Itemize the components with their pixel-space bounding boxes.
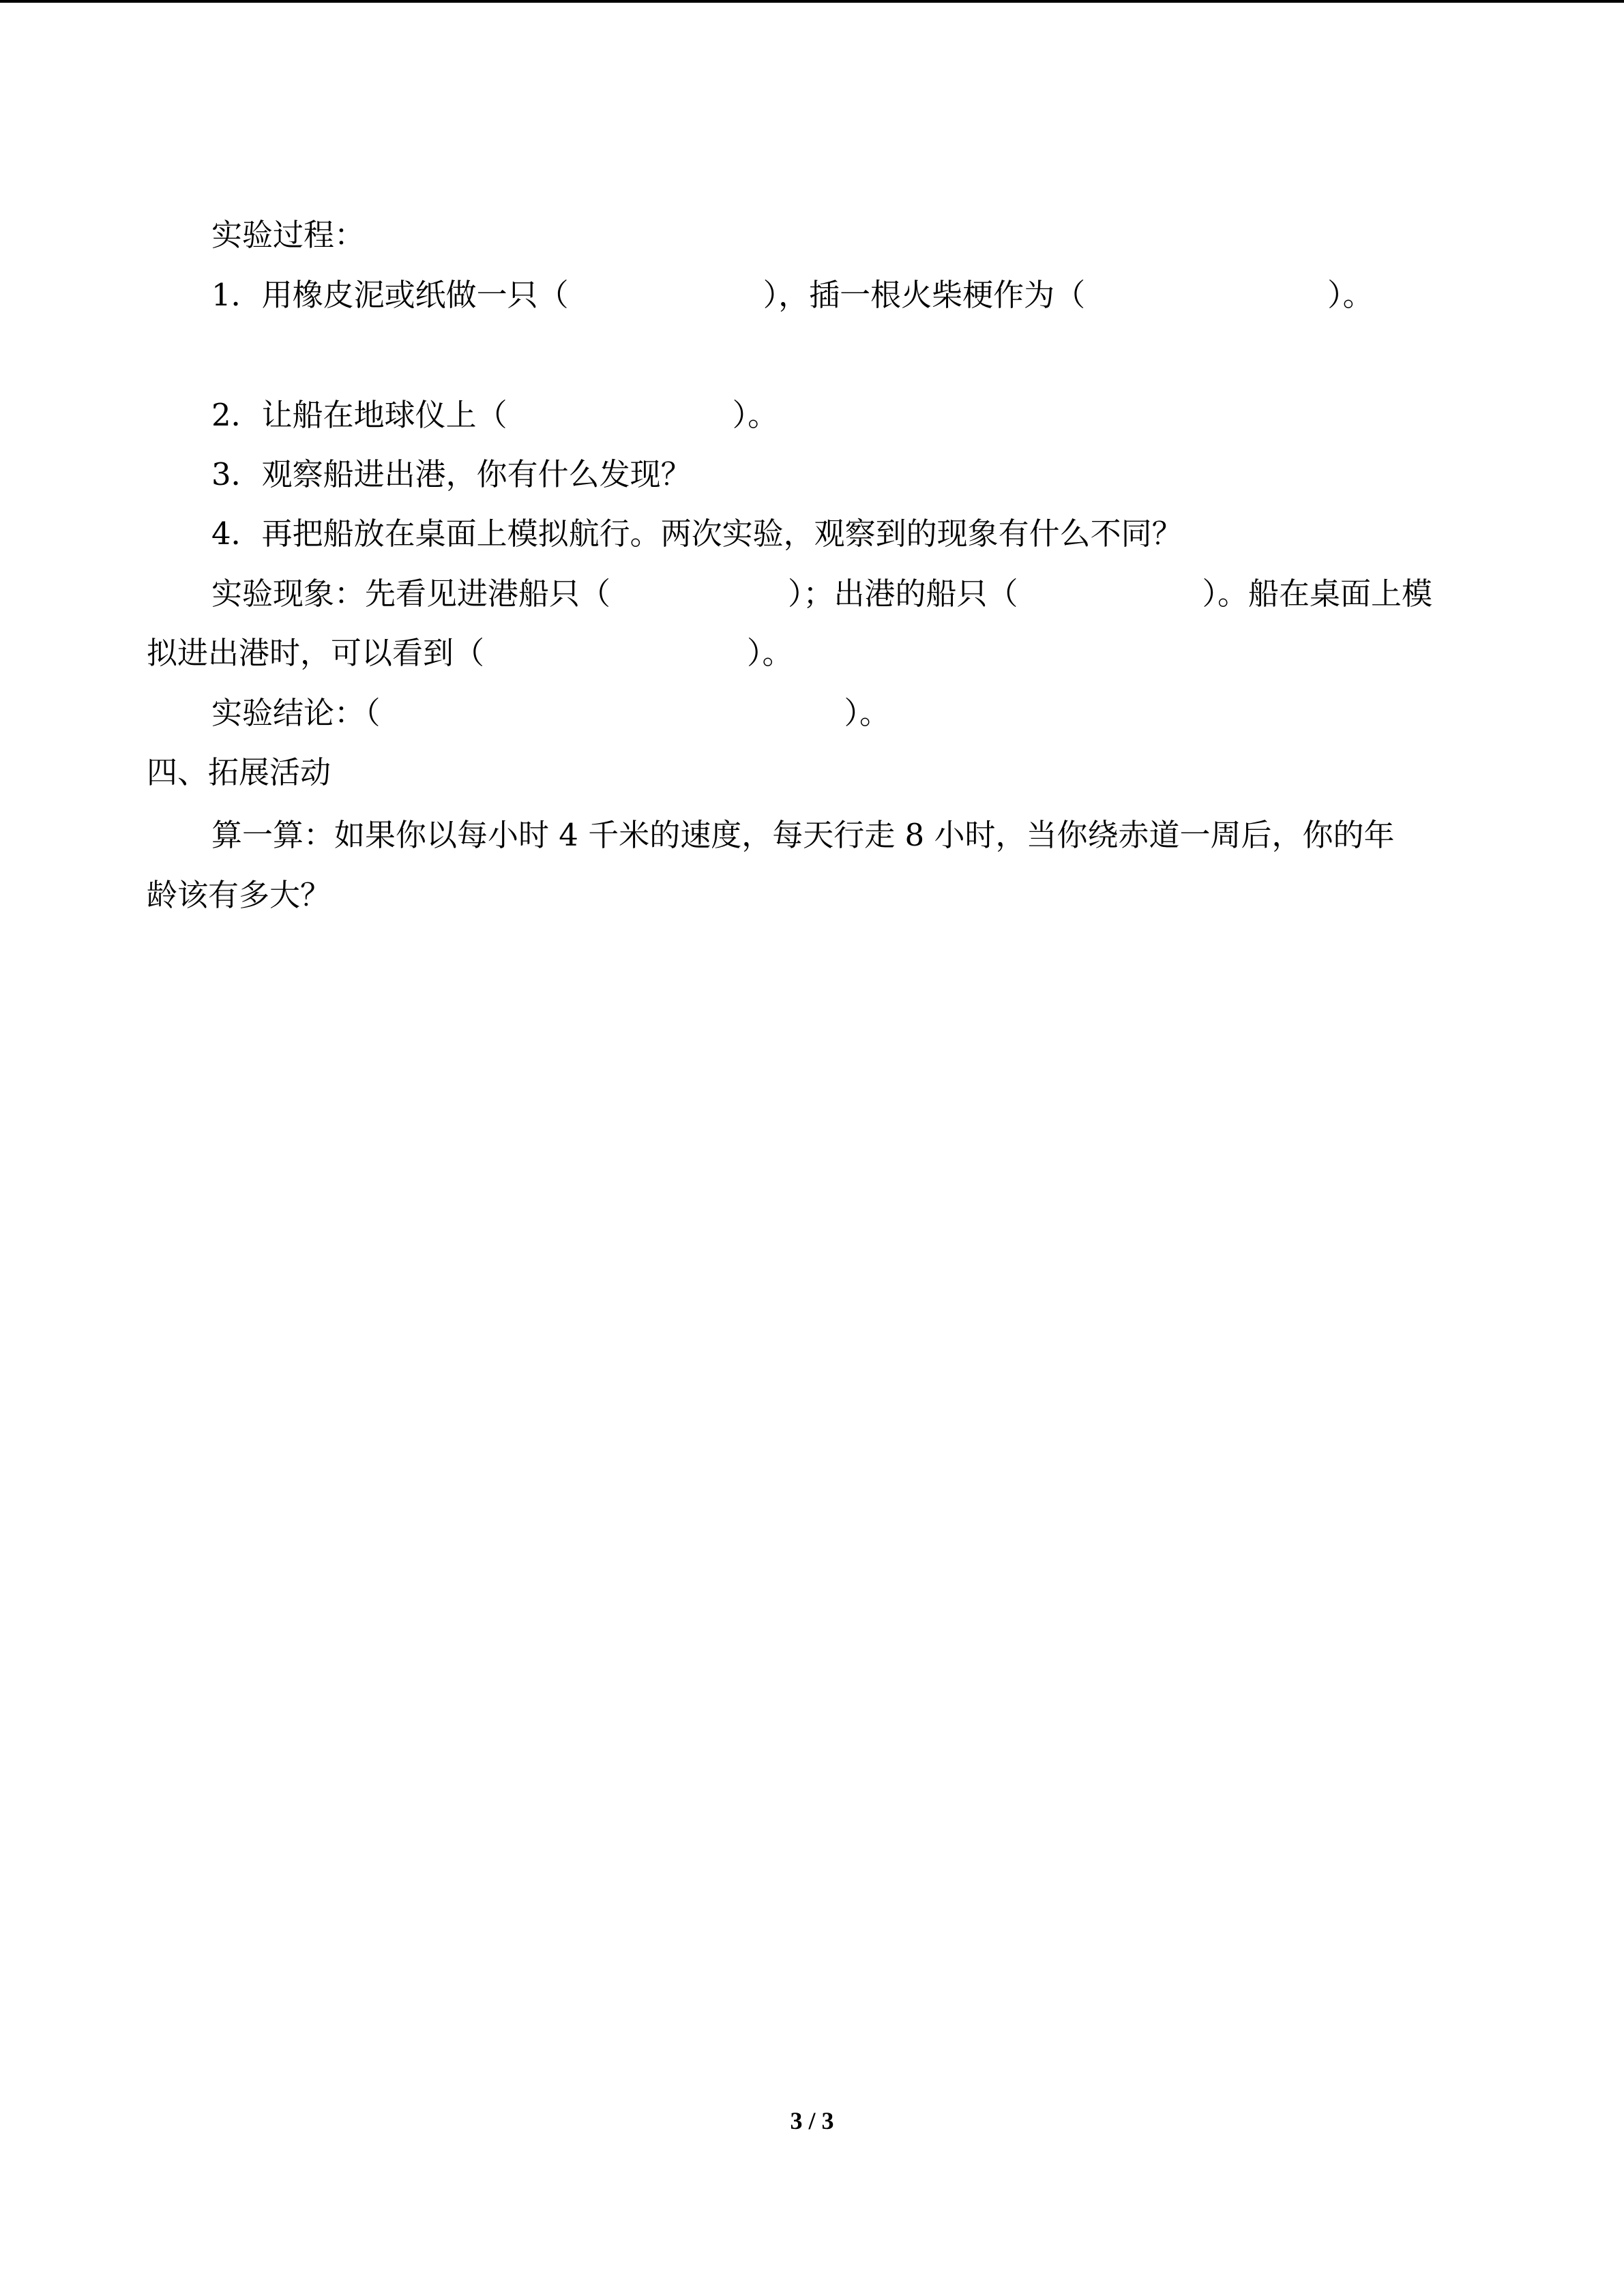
phenomenon-line-1 bbox=[211, 567, 1483, 621]
top-border-rule bbox=[0, 0, 1624, 3]
phenomenon-text-a: 实验现象：先看见进港船只（ bbox=[211, 576, 611, 612]
phenomenon-line-2 bbox=[147, 626, 1483, 681]
page-number: 3 / 3 bbox=[790, 2107, 834, 2134]
step-2-text-a: 2．让船在地球仪上（ bbox=[211, 397, 507, 433]
calc-line-1: 算一算：如果你以每小时 4 千米的速度，每天行走 8 小时，当你绕赤道一周后，你的年 bbox=[211, 817, 1395, 853]
section-4-heading: 四、拓展活动 bbox=[147, 754, 331, 790]
conclusion bbox=[211, 686, 1483, 741]
step-4: 4．再把船放在桌面上模拟航行。两次实验，观察到的现象有什么不同？ bbox=[211, 516, 1183, 552]
step-2 bbox=[211, 388, 1483, 443]
conclusion-text-b: ）。 bbox=[844, 695, 891, 731]
phenomenon-text-e: ）。 bbox=[747, 635, 793, 671]
phenomenon-text-b: ）；出港的船只（ bbox=[788, 576, 1018, 612]
step-1-text-b: ），插一根火柴梗作为（ bbox=[763, 277, 1086, 313]
step-1 bbox=[211, 268, 1483, 323]
step-1-text-c: ）。 bbox=[1327, 277, 1374, 313]
calc-line-2: 龄该有多大？ bbox=[147, 877, 331, 913]
phenomenon-text-c: ）。船在桌面上模 bbox=[1202, 576, 1433, 612]
process-heading: 实验过程： bbox=[211, 217, 366, 253]
step-3: 3．观察船进出港，你有什么发现？ bbox=[211, 456, 692, 492]
step-2-text-b: ）。 bbox=[732, 397, 779, 433]
conclusion-text-a: 实验结论：（ bbox=[211, 695, 381, 731]
step-1-text-a: 1．用橡皮泥或纸做一只（ bbox=[211, 277, 569, 313]
phenomenon-text-d: 拟进出港时，可以看到（ bbox=[147, 635, 485, 671]
